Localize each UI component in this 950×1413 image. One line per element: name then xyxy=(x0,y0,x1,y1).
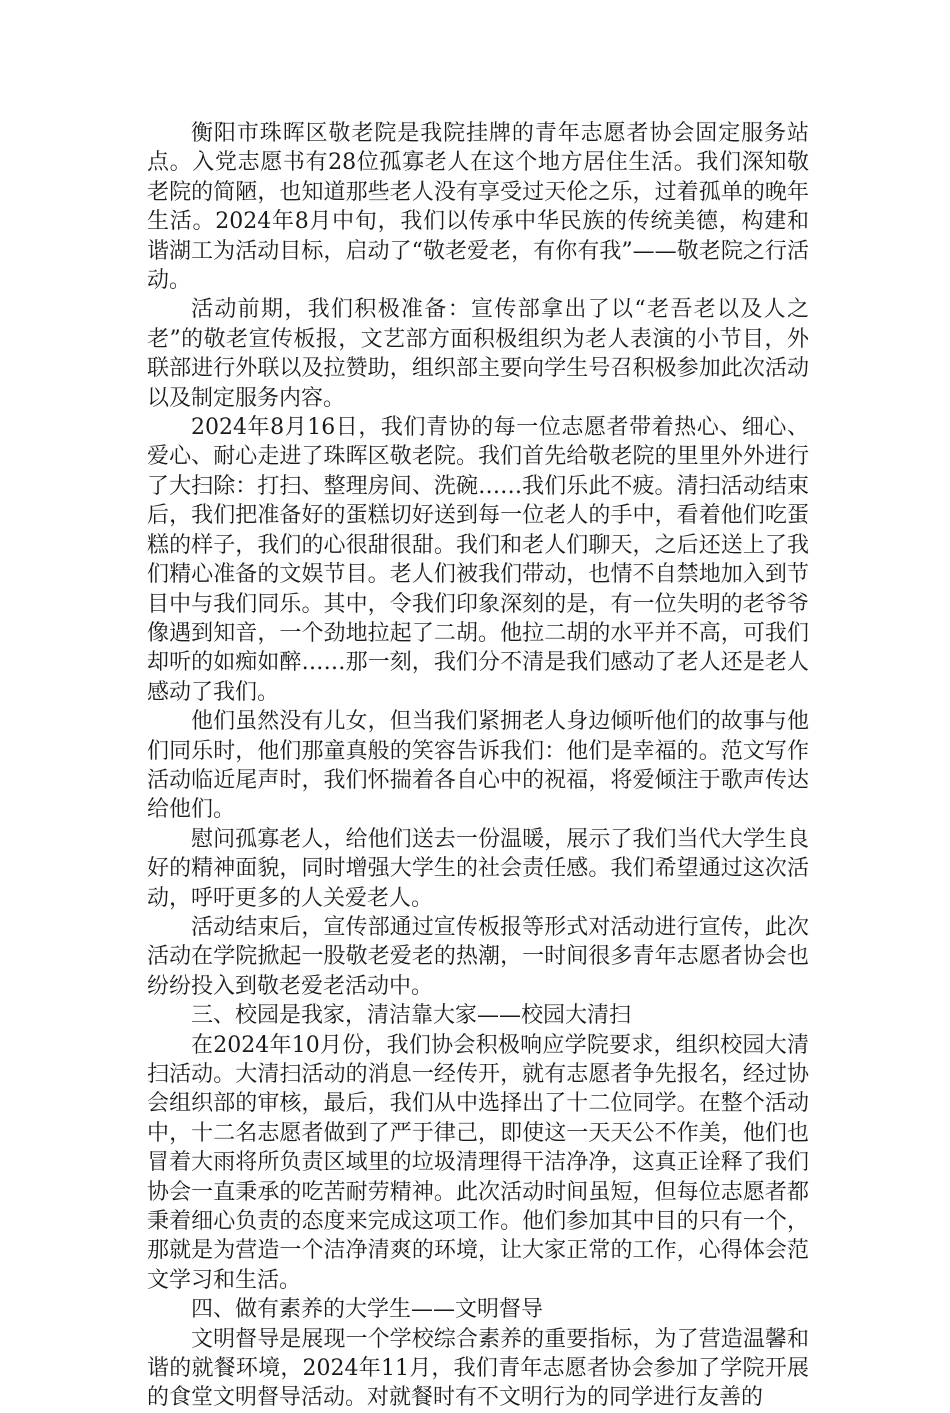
paragraph-elderly-home-intro: 衡阳市珠晖区敬老院是我院挂牌的青年志愿者协会固定服务站点。入党志愿书有28位孤寡老人在这个地方居住生活。我们深知敬老院的简陋，也知道那些老人没有享受过天伦之乐，过着孤单的晚年生活。2024年8月中旬，我们以传承中华民族的传统美德，构建和谐湖工为活动目标，启动了“敬老爱老，有你有我”——敬老院之行活动。 xyxy=(147,121,809,294)
paragraph-publicity: 活动结束后，宣传部通过宣传板报等形式对活动进行宣传，此次活动在学院掀起一股敬老爱老的热潮，一时间很多青年志愿者协会也纷纷投入到敬老爱老活动中。 xyxy=(147,914,809,999)
paragraph-visit-day: 2024年8月16日，我们青协的每一位志愿者带着热心、细心、爱心、耐心走进了珠晖区敬老院。我们首先给敬老院的里里外外进行了大扫除：打扫、整理房间、洗碗……我们乐此不疲。清扫活动结束后，我们把准备好的蛋糕切好送到每一位老人的手中，看着他们吃蛋糕的样子，我们的心很甜很甜。我们和老人们聊天，之后还送上了我们精心准备的文娱节目。老人们被我们带动，也情不自禁地加入到节目中与我们同乐。其中，令我们印象深刻的是，有一位失明的老爷爷像遇到知音，一个劲地拉起了二胡。他拉二胡的水平并不高，可我们却听的如痴如醉……那一刻，我们分不清是我们感动了老人还是老人感动了我们。 xyxy=(147,415,809,705)
section-heading-campus-cleanup: 三、校园是我家，清洁靠大家——校园大清扫 xyxy=(191,1003,632,1029)
paragraph-campus-cleanup: 在2024年10月份，我们协会积极响应学院要求，组织校园大清扫活动。大清扫活动的消息一经传开，就有志愿者争先报名，经过协会组织部的审核，最后，我们从中选择出了十二位同学。在整个活动中，十二名志愿者做到了严于律己，即使这一天天公不作美，他们也冒着大雨将所负责区域里的垃圾清理得干洁净净，这真正诠释了我们协会一直秉承的吃苦耐劳精神。此次活动时间虽短，但每位志愿者都秉着细心负责的态度来完成这项工作。他们参加其中目的只有一个，那就是为营造一个洁净清爽的环境，让大家正常的工作，心得体会范文学习和生活。 xyxy=(147,1032,809,1293)
section-heading-civility-supervision: 四、做有素养的大学生——文明督导 xyxy=(191,1297,544,1323)
paragraph-preparation: 活动前期，我们积极准备：宣传部拿出了以“老吾老以及人之老”的敬老宣传板报，文艺部方面积极组织为老人表演的小节目，外联部进行外联以及拉赞助，组织部主要向学生号召积极参加此次活动以及制定服务内容。 xyxy=(147,297,809,411)
paragraph-civility-supervision: 文明督导是展现一个学校综合素养的重要指标，为了营造温馨和谐的就餐环境，2024年11月，我们青年志愿者协会参加了学院开展的食堂文明督导活动。对就餐时有不文明行为的同学进行友善的 xyxy=(147,1326,809,1411)
document-body xyxy=(147,119,809,1413)
paragraph-visit-significance: 慰问孤寡老人，给他们送去一份温暖，展示了我们当代大学生良好的精神面貌，同时增强大学生的社会责任感。我们希望通过这次活动，呼吁更多的人关爱老人。 xyxy=(147,826,809,911)
paragraph-happiness: 他们虽然没有儿女，但当我们紧拥老人身边倾听他们的故事与他们同乐时，他们那童真般的笑容告诉我们：他们是幸福的。范文写作活动临近尾声时，我们怀揣着各自心中的祝福，将爱倾注于歌声传达给他们。 xyxy=(147,709,809,823)
